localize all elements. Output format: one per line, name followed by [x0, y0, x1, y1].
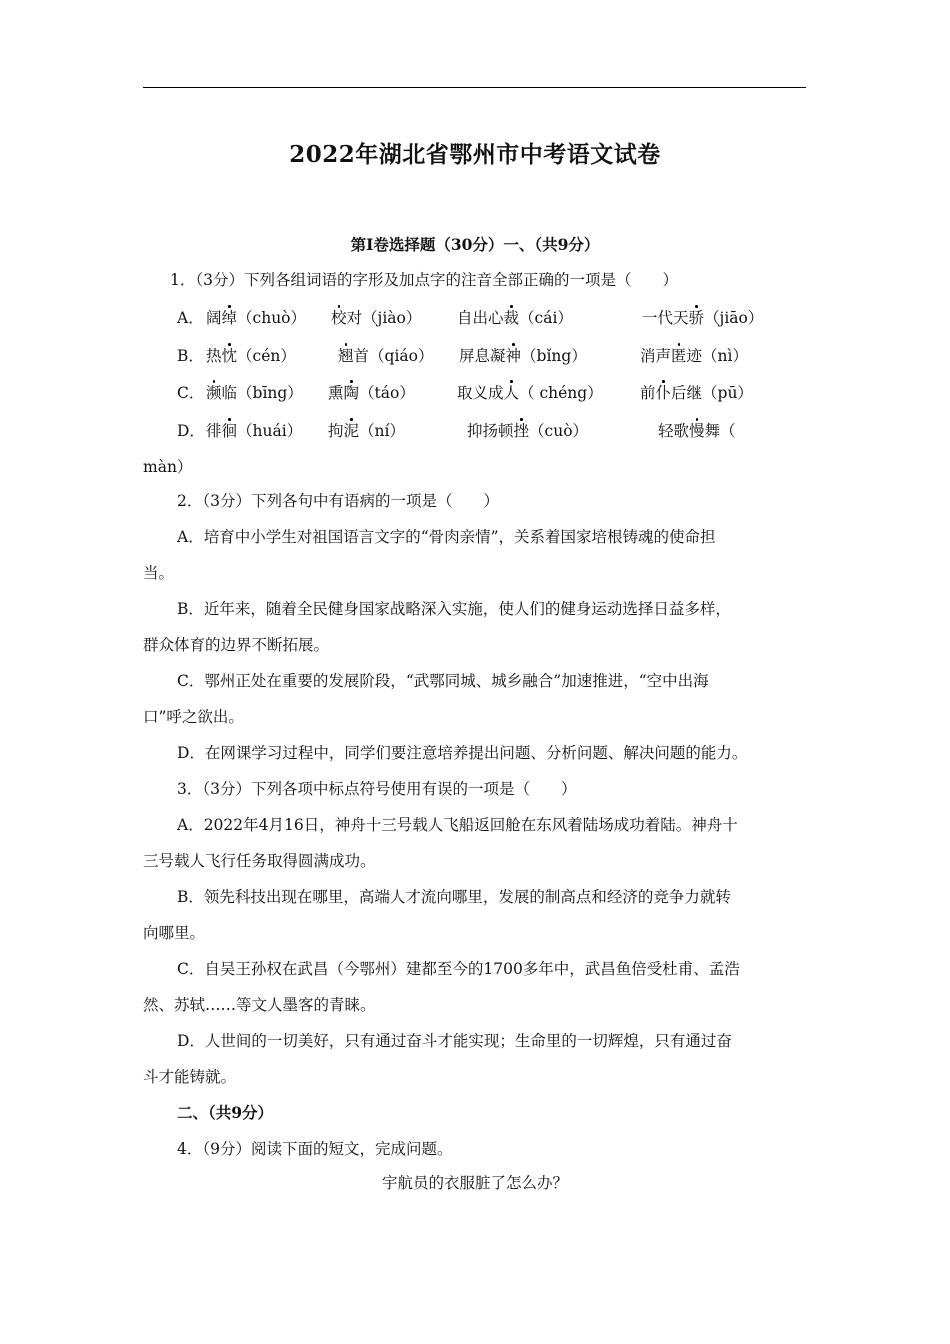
q1-b-item-1: 热忱（cén） — [206, 347, 296, 365]
q3-option-a-cont: 三号载人飞行任务取得圆满成功。 — [143, 852, 376, 870]
q2-option-a: A．培育中小学生对祖国语言文字的“骨肉亲情”，关系着国家培根铸魂的使命担 — [177, 528, 716, 546]
q1-d-item-4: 轻歌慢舞（ — [658, 422, 736, 440]
header-rule — [143, 87, 806, 88]
q1-a-item-1: 阔绰（chuò） — [206, 309, 307, 327]
q2-option-c-cont: 口”呼之欲出。 — [143, 708, 244, 726]
passage-title: 宇航员的衣服脏了怎么办？ — [381, 1174, 568, 1192]
q1-d-wrap: màn） — [143, 458, 193, 476]
page-title: 2022年湖北省鄂州市中考语文试卷 — [289, 141, 661, 168]
q1-c-item-1: 濒临（bīng） — [206, 384, 303, 402]
q3-option-a: A．2022年4月16日，神舟十三号载人飞船返回舱在东风着陆场成功着陆。神舟十 — [177, 816, 738, 834]
q1-c-item-4: 前仆后继（pū） — [640, 384, 753, 402]
q1-b-item-3: 屏息凝神（bǐng） — [459, 347, 587, 365]
q1-d-item-3: 抑扬顿挫（cuò） — [467, 422, 589, 440]
q1-c-item-2: 熏陶（táo） — [328, 384, 415, 402]
q3-stem: 3．（3分）下列各项中标点符号使用有误的一项是（ ） — [177, 780, 577, 798]
q1-c-item-3: 取义成人（ chéng） — [457, 384, 603, 402]
option-label: A． — [177, 309, 204, 327]
q2-option-d: D．在网课学习过程中，同学们要注意培养提出问题、分析问题、解决问题的能力。 — [177, 744, 748, 762]
q3-option-c-cont: 然、苏轼……等文人墨客的青睐。 — [143, 996, 376, 1014]
section2-heading: 二、（共9分） — [177, 1103, 274, 1122]
option-label: B． — [177, 347, 204, 365]
q3-option-c: C．自吴王孙权在武昌（今鄂州）建都至今的1700多年中，武昌鱼倍受杜甫、孟浩 — [177, 960, 740, 978]
option-label: C． — [177, 384, 205, 402]
section1-heading: 第Ⅰ卷选择题（30分）一、（共9分） — [350, 235, 600, 254]
q4-stem: 4．（9分）阅读下面的短文，完成问题。 — [177, 1140, 453, 1158]
q2-stem: 2．（3分）下列各句中有语病的一项是（ ） — [177, 492, 499, 510]
q3-option-b-cont: 向哪里。 — [143, 924, 206, 942]
q2-option-c: C．鄂州正处在重要的发展阶段，“武鄂同城、城乡融合”加速推进，“空中出海 — [177, 672, 709, 690]
q3-option-d-cont: 斗才能铸就。 — [143, 1068, 237, 1086]
option-label: D． — [177, 422, 205, 440]
q1-b-item-4: 消声匿迹（nì） — [640, 347, 748, 365]
q1-a-item-2: 校对（jiào） — [331, 309, 422, 327]
q1-d-item-1: 徘徊（huái） — [206, 422, 303, 440]
q2-option-b-cont: 群众体育的边界不断拓展。 — [143, 636, 330, 654]
q1-stem: 1．（3分）下列各组词语的字形及加点字的注音全部正确的一项是（ ） — [170, 271, 678, 289]
q1-d-item-2: 拘泥（ní） — [328, 422, 405, 440]
q2-option-a-cont: 当。 — [143, 564, 175, 582]
q1-a-item-4: 一代天骄（jiāo） — [642, 309, 764, 327]
q2-option-b: B．近年来，随着全民健身国家战略深入实施，使人们的健身运动选择日益多样， — [177, 600, 731, 618]
q3-option-d: D．人世间的一切美好，只有通过奋斗才能实现；生命里的一切辉煌，只有通过奋 — [177, 1032, 732, 1050]
q3-option-b: B．领先科技出现在哪里，高端人才流向哪里，发展的制高点和经济的竞争力就转 — [177, 888, 731, 906]
q1-a-item-3: 自出心裁（cái） — [457, 309, 573, 327]
q1-b-item-2: 翘首（qiáo） — [338, 347, 434, 365]
